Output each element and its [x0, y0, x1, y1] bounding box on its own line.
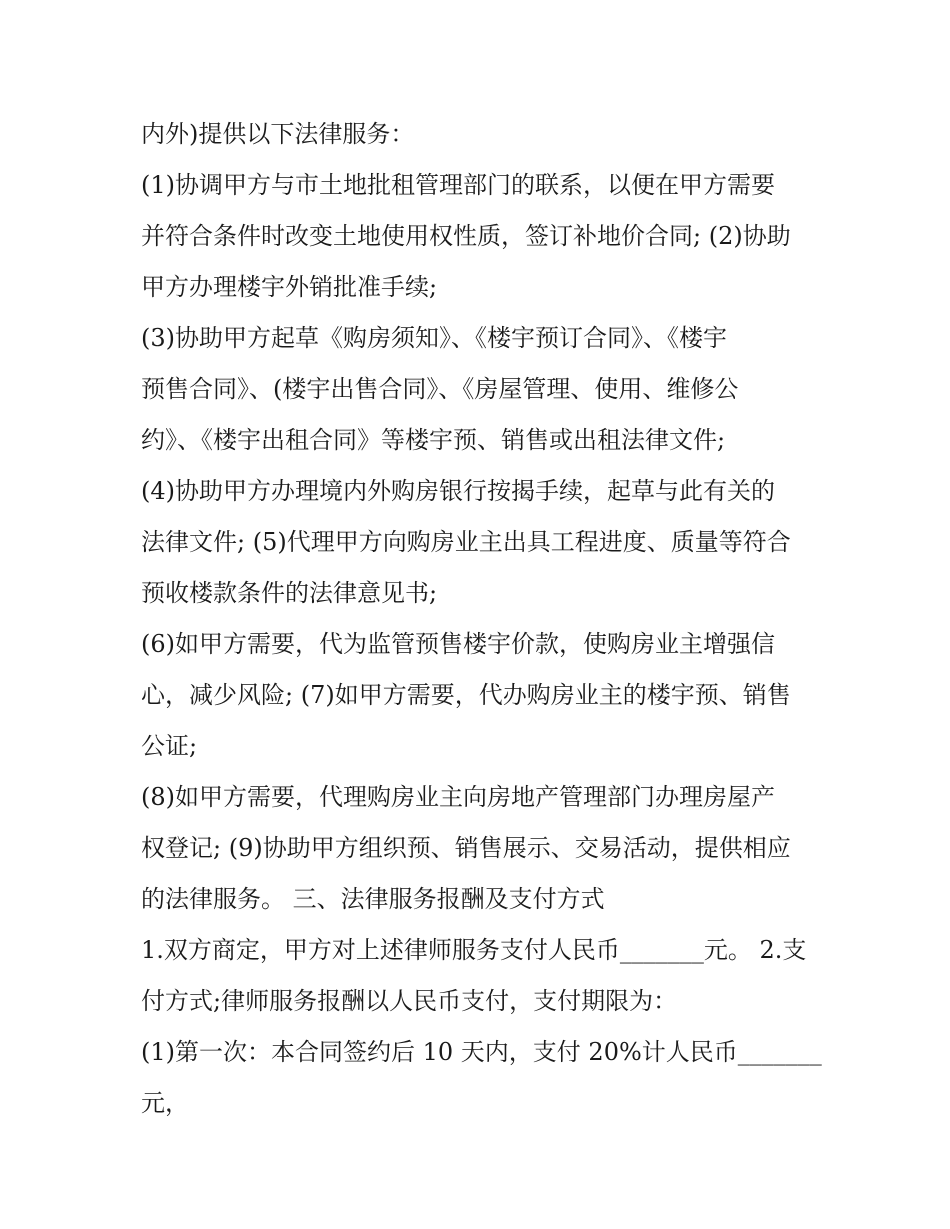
text-line: 内外)提供以下法律服务： — [141, 120, 415, 148]
document-body — [141, 109, 821, 1129]
text-line: 元， — [141, 1089, 189, 1117]
text-line: 预收楼款条件的法律意见书; — [141, 579, 438, 607]
text-line: 权登记; (9)协助甲方组织预、销售展示、交易活动，提供相应 — [141, 834, 791, 862]
text-line: (3)协助甲方起草《购房须知》、《楼宇预订合同》、《楼宇 — [141, 324, 727, 352]
text-line: 并符合条件时改变土地使用权性质，签订补地价合同; (2)协助 — [141, 222, 791, 250]
text-line: 1.双方商定，甲方对上述律师服务支付人民币_______元。 2.支 — [141, 936, 807, 964]
text-line: (8)如甲方需要，代理购房业主向房地产管理部门办理房屋产 — [141, 783, 775, 811]
text-line: 约》、《楼宇出租合同》等楼宇预、销售或出租法律文件; — [141, 426, 726, 454]
text-line: 甲方办理楼宇外销批准手续; — [141, 273, 438, 301]
text-line: 预售合同》、(楼宇出售合同》、《房屋管理、使用、维修公 — [141, 375, 739, 403]
text-line: (1)协调甲方与市土地批租管理部门的联系，以便在甲方需要 — [141, 171, 775, 199]
text-line: 付方式;律师服务报酬以人民币支付，支付期限为： — [141, 987, 678, 1015]
text-line: 心，减少风险; (7)如甲方需要，代办购房业主的楼宇预、销售 — [141, 681, 791, 709]
text-line: 公证; — [141, 732, 198, 760]
text-line: (6)如甲方需要，代为监管预售楼宇价款，使购房业主增强信 — [141, 630, 775, 658]
text-line: 法律文件; (5)代理甲方向购房业主出具工程进度、质量等符合 — [141, 528, 791, 556]
text-line: 的法律服务。 三、法律服务报酬及支付方式 — [141, 885, 605, 913]
text-line: (4)协助甲方办理境内外购房银行按揭手续，起草与此有关的 — [141, 477, 775, 505]
text-line: (1)第一次：本合同签约后 10 天内，支付 20%计人民币_______ — [141, 1038, 822, 1066]
